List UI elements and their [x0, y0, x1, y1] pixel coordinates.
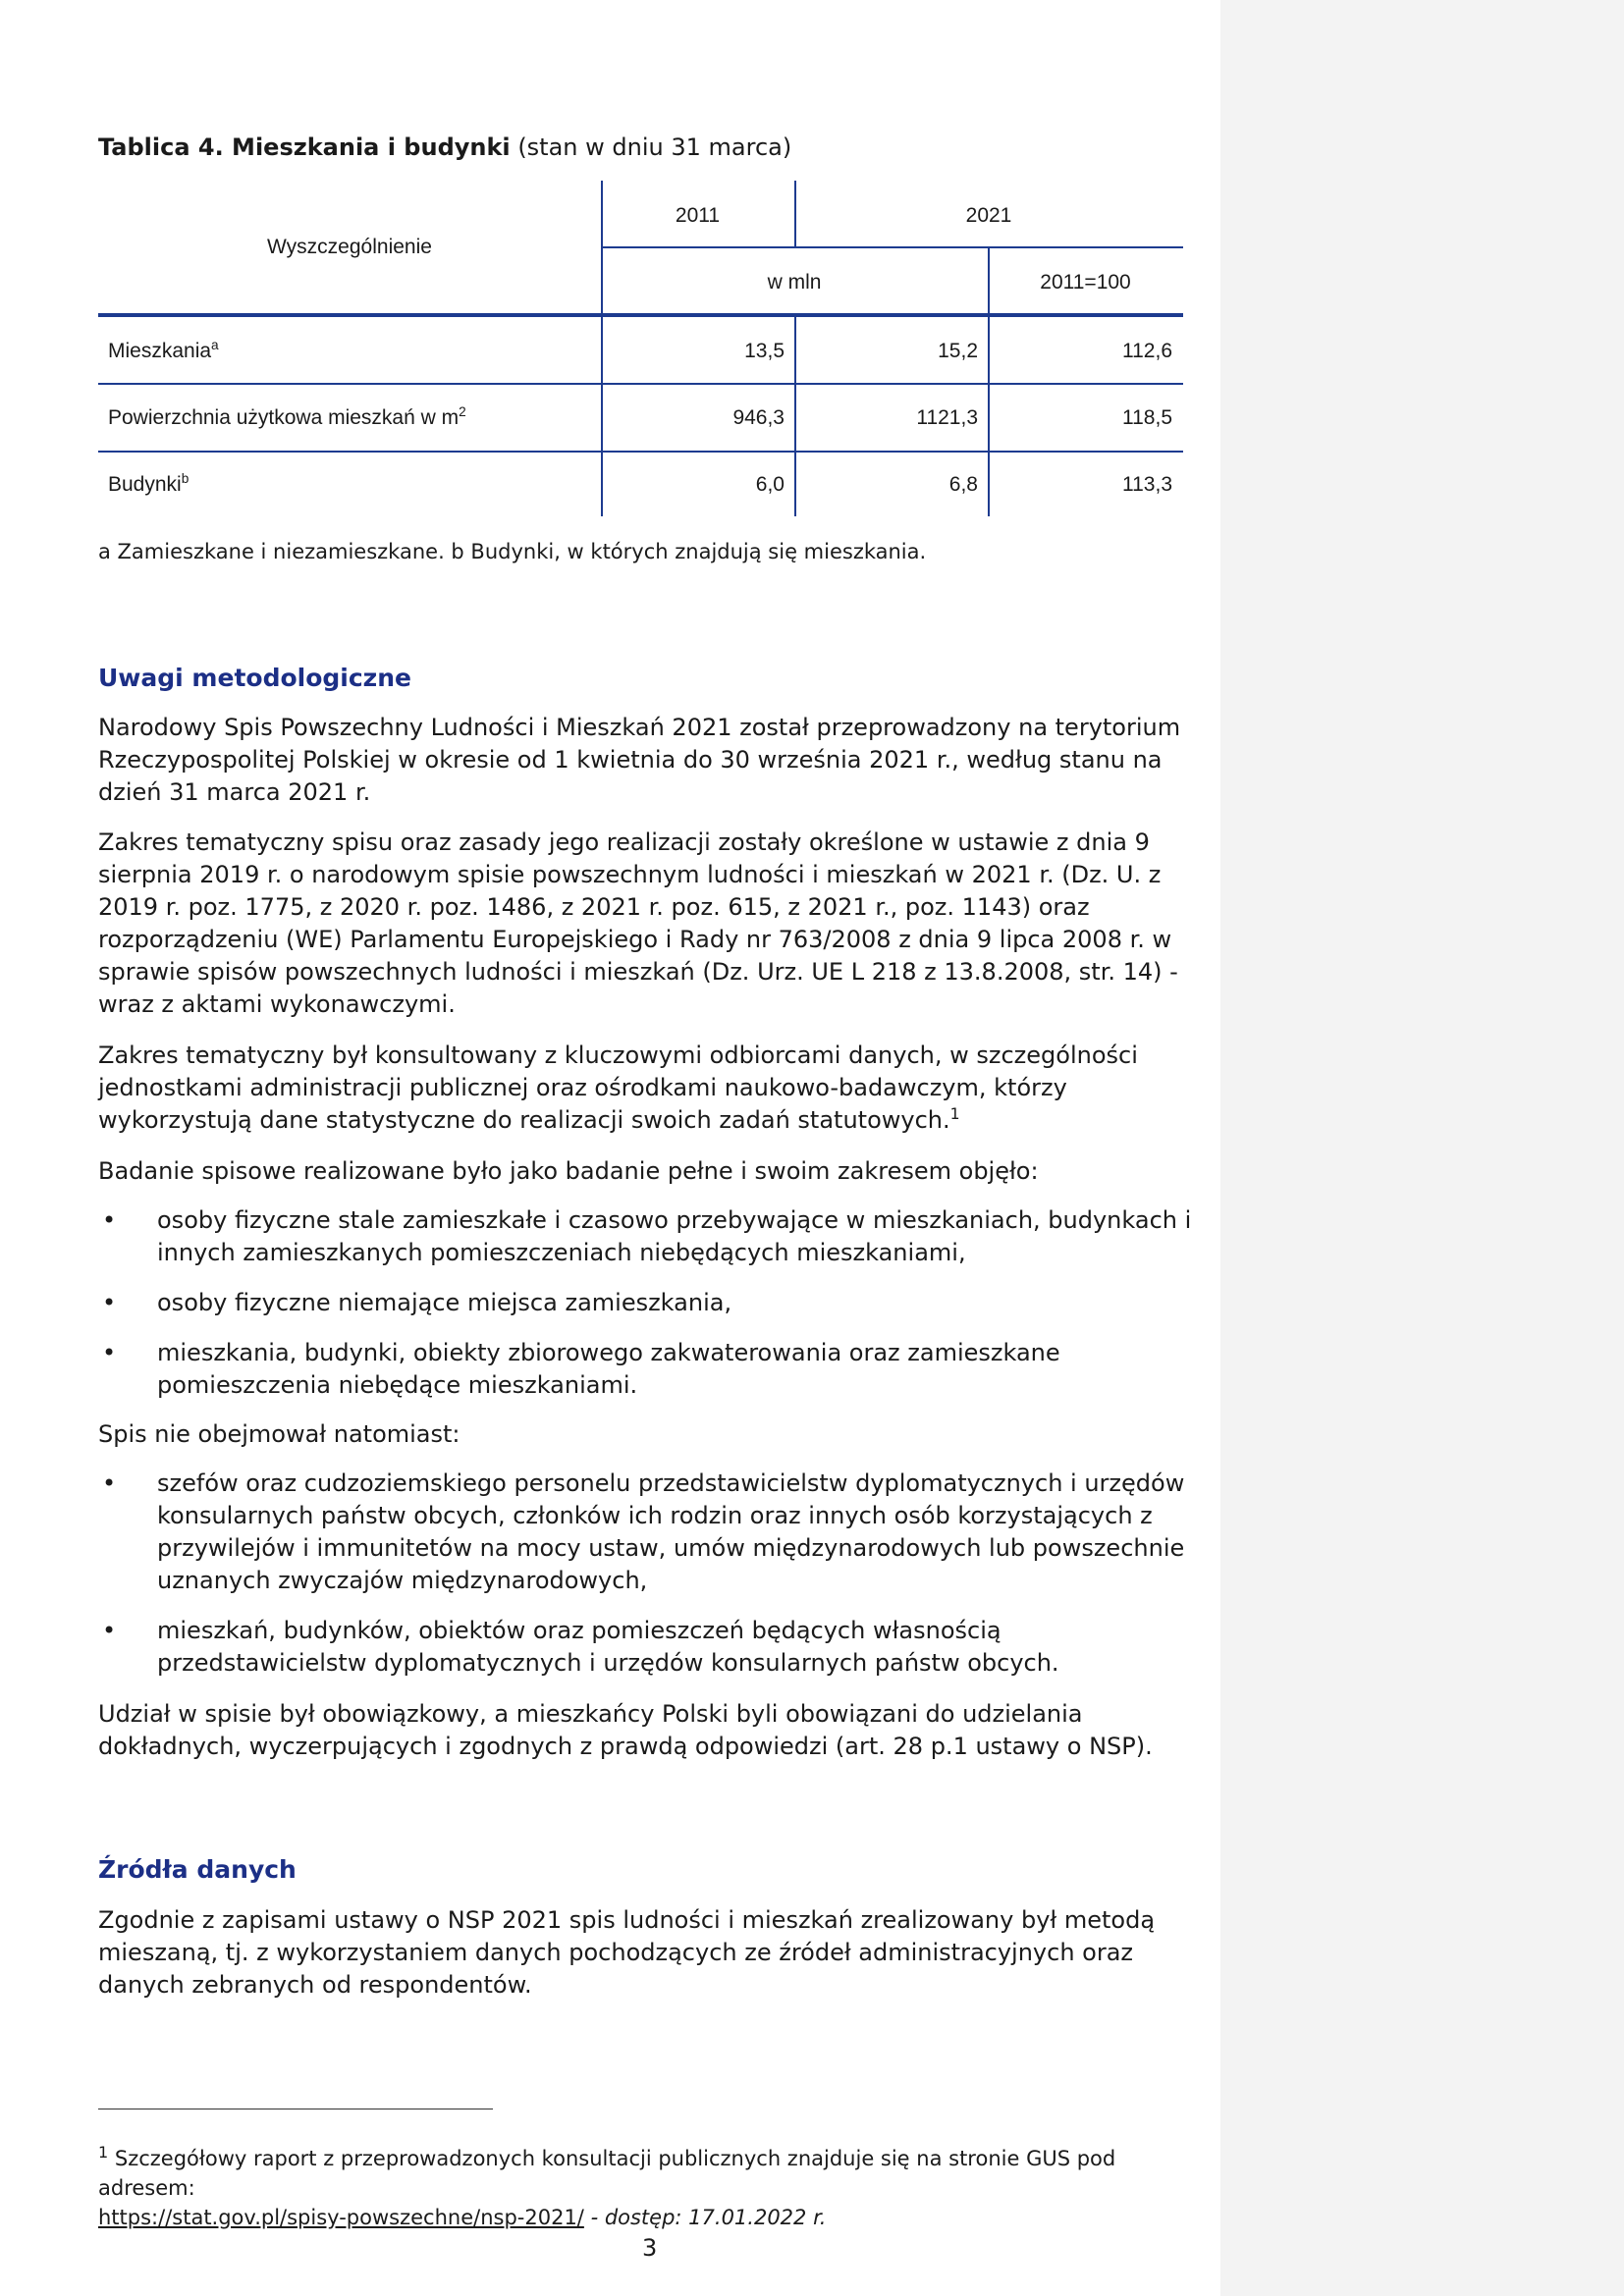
cell-2021: 15,2	[938, 340, 978, 362]
footnote-text: Szczegółowy raport z przeprowadzonych konsultacji publicznych znajduje się na stronie GUS pod adresem:	[98, 2147, 1116, 2200]
table-title-rest: (stan w dniu 31 marca)	[517, 133, 792, 161]
paragraph: Zakres tematyczny był konsultowany z kluczowymi odbiorcami danych, w szczególności jednostkami administracji publicznej oraz ośrodkami naukowo-badawczym, którzy wykorzystują dane statystyczne do realizacji swoich zadań statutowych.$^1$	[98, 1041, 1138, 1134]
page-number: 3	[642, 2234, 658, 2262]
bullet-list	[98, 1204, 1198, 1419]
paragraph: Zakres tematyczny spisu oraz zasady jego realizacji zostały określone w ustawie z dnia 9 sierpnia 2019 r. o narodowym spisie powszechnym ludności i mieszkań w 2021 r. (Dz. U. z 2019 r. poz. 1775, z 2020 r. poz. 1486, z 2021 r. poz. 615, z 2021 r., poz. 1143) oraz rozporządzeniu (WE) Parlamentu Europejskiego i Rady nr 763/2008 z dnia 9 lipca 2008 r. w sprawie spisów powszechnych ludności i mieszkań (Dz. Urz. UE L 218 z 13.8.2008, str. 14) - wraz z aktami wykonawczymi.	[98, 828, 1178, 1018]
footnote-link[interactable]: https://stat.gov.pl/spisy-powszechne/nsp-2021/	[98, 2206, 584, 2229]
cell-2021: 6,8	[948, 473, 978, 496]
table-title-bold: Tablica 4. Mieszkania i budynki	[98, 133, 511, 161]
header-wyszczegolnienie: Wyszczególnienie	[267, 236, 432, 258]
header-index: 2011=100	[1040, 271, 1131, 294]
cell-index: 118,5	[1122, 406, 1172, 429]
paragraph: Badanie spisowe realizowane było jako badanie pełne i swoim zakresem objęło:	[98, 1157, 1039, 1185]
paragraph: Udział w spisie był obowiązkowy, a mieszkańcy Polski byli obowiązani do udzielania dokładnych, wyczerpujących i zgodnych z prawdą odpowiedzi (art. 28 p.1 ustawy o NSP).	[98, 1700, 1153, 1760]
heading-uwagi: Uwagi metodologiczne	[98, 664, 411, 692]
row-label-powierzchnia: Powierzchnia użytkowa mieszkań w $m^2$	[108, 404, 466, 429]
footnote-access-date: - dostęp: 17.01.2022 r.	[590, 2206, 827, 2229]
list-item: • mieszkań, budynków, obiektów oraz pomieszczeń będących własnością przedstawicielstw dyplomatycznych i urzędów konsularnych państw obcych.	[98, 1615, 1198, 1680]
table-footnote: a Zamieszkane i niezamieszkane. b Budynki, w których znajdują się mieszkania.	[98, 540, 927, 563]
cell-2011: 13,5	[744, 340, 785, 362]
bullet-list	[98, 1468, 1198, 1697]
right-margin-panel	[1220, 0, 1624, 2296]
cell-2021: 1121,3	[916, 406, 978, 429]
heading-zrodla: Źródła danych	[98, 1855, 297, 1884]
header-year-2011: 2011	[675, 204, 721, 227]
table-title	[98, 133, 791, 161]
header-year-2021: 2021	[965, 204, 1012, 227]
cell-index: 113,3	[1122, 473, 1172, 496]
header-unit: w mln	[767, 271, 822, 294]
list-item: • osoby fizyczne stale zamieszkałe i czasowo przebywające w mieszkaniach, budynkach i innych zamieszkanych pomieszczeniach niebędących mieszkaniami,	[98, 1204, 1198, 1269]
cell-2011: 6,0	[755, 473, 785, 496]
paragraph: Narodowy Spis Powszechny Ludności i Mieszkań 2021 został przeprowadzony na terytorium Rzeczypospolitej Polskiej w okresie od 1 kwietnia do 30 września 2021 r., według stanu na dzień 31 marca 2021 r.	[98, 714, 1181, 806]
cell-index: 112,6	[1122, 340, 1172, 362]
footnote-ref: 1	[949, 1105, 960, 1123]
list-item: • osoby fizyczne niemające miejsca zamieszkania,	[98, 1287, 1198, 1319]
paragraph: Zgodnie z zapisami ustawy o NSP 2021 spis ludności i mieszkań zrealizowany był metodą mieszaną, tj. z wykorzystaniem danych pochodzących ze źródeł administracyjnych oraz danych zebranych od respondentów.	[98, 1906, 1156, 1999]
page-footnote	[98, 2144, 1203, 2232]
list-item: • mieszkania, budynki, obiekty zbiorowego zakwaterowania oraz zamieszkane pomieszczenia niebędące mieszkaniami.	[98, 1337, 1198, 1402]
footnote-number: 1	[98, 2143, 109, 2162]
paragraph: Spis nie obejmował natomiast:	[98, 1420, 460, 1448]
row-label-budynki: Budynki$^b$	[108, 471, 189, 496]
cell-2011: 946,3	[732, 406, 785, 429]
list-item: • szefów oraz cudzoziemskiego personelu przedstawicielstw dyplomatycznych i urzędów konsularnych państw obcych, członków ich rodzin oraz innych osób korzystających z przywilejów i immunitetów na mocy ustaw, umów międzynarodowych lub powszechnie uznanych zwyczajów międzynarodowych,	[98, 1468, 1198, 1597]
row-label-mieszkania: Mieszkania$^a$	[108, 338, 219, 362]
